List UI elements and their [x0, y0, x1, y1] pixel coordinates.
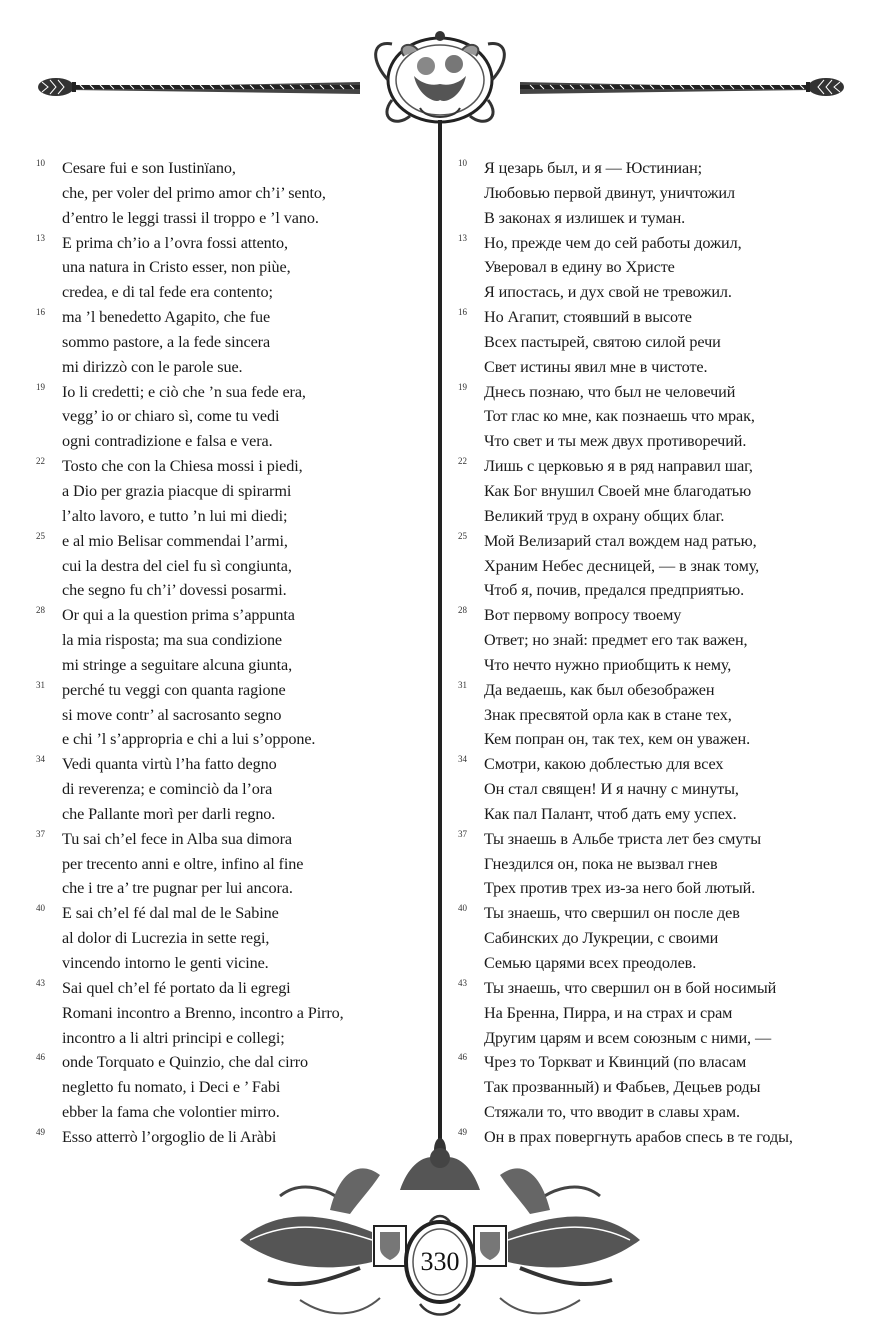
tercet [458, 976, 860, 1051]
verse-line: Что нечто нужно приобщить к нему, [484, 655, 732, 674]
verse-line: Я ипостась, и дух свой не тревожил. [484, 283, 732, 302]
italian-text-column [36, 156, 432, 1150]
tercet [458, 678, 860, 753]
tercet [36, 752, 432, 827]
verse-line: Стяжали то, что вводит в славы храм. [484, 1103, 740, 1122]
tercet [36, 603, 432, 678]
verse-line: Свет истины явил мне в чистоте. [484, 357, 708, 376]
verse-line: E prima ch’io a l’ovra fossi attento, [62, 233, 289, 252]
verse-line: cui la destra del ciel fu sì congiunta, [62, 556, 292, 575]
tercet [458, 231, 860, 306]
verse-line: vincendo intorno le genti vicine. [62, 954, 269, 972]
tercet [36, 901, 432, 976]
verse-line: Гнездился он, пока не вызвал гнев [484, 854, 718, 873]
tercet [458, 454, 860, 529]
tercet [458, 752, 860, 827]
tercet [36, 976, 432, 1051]
verse-line: al dolor di Lucrezia in sette regi, [62, 929, 270, 948]
verse-line: Как пал Палант, чтоб дать ему успех. [484, 804, 737, 823]
verse-line: Ты знаешь в Альбе триста лет без смуты [484, 829, 762, 848]
column-divider [434, 120, 446, 1162]
line-number: 16 [458, 307, 467, 318]
verse-line: Чтоб я, почив, предался предприятью. [484, 581, 745, 600]
tercet [36, 1050, 432, 1125]
verse-line: Как Бог внушил Своей мне благодатью [484, 481, 752, 500]
verse-line: Io li credetti; e ciò che ’n sua fede era, [62, 382, 306, 401]
verse-line: Он в прах повергнуть арабов спесь в те годы, [484, 1127, 793, 1146]
verse-line: si move contr’ al sacrosanto segno [62, 705, 282, 724]
verse-line: Esso atterrò l’orgoglio de li Aràbi [62, 1127, 277, 1146]
verse-line: Любовью первой двинут, уничтожил [484, 183, 735, 202]
tercet [36, 1125, 432, 1150]
verse-line: Знак пресвятой орла как в стане тех, [484, 705, 732, 724]
verse-line: Тот глас ко мне, как познаешь что мрак, [484, 407, 755, 426]
verse-line: sommo pastore, a la fede sincera [62, 332, 271, 351]
line-number: 13 [458, 232, 467, 243]
verse-line: Я цезарь был, и я — Юстиниан; [484, 159, 703, 177]
verse-line: Чрез то Торкват и Квинций (по власам [484, 1053, 747, 1072]
verse-line: vegg’ io or chiaro sì, come tu vedi [62, 407, 280, 426]
verse-line: che Pallante morì per darli regno. [62, 804, 276, 823]
line-number: 40 [458, 903, 467, 914]
line-number: 22 [458, 456, 467, 467]
verse-line: Что свет и ты меж двух противоречий. [484, 432, 747, 451]
line-number: 43 [458, 977, 467, 988]
tercet [36, 827, 432, 902]
verse-line: Смотри, какою доблестью для всех [484, 755, 724, 774]
tercet [36, 454, 432, 529]
cherub-medallion [376, 31, 505, 122]
verse-line: Sai quel ch’el fé portato da li egregi [62, 978, 291, 997]
line-number: 40 [36, 903, 45, 914]
tercet [458, 305, 860, 380]
verse-line: E sai ch’el fé dal mal de le Sabine [62, 904, 279, 923]
verse-line: Уверовал в едину во Христе [484, 258, 675, 277]
line-number: 16 [36, 307, 45, 318]
line-number: 13 [36, 232, 45, 243]
verse-line: una natura in Cristo esser, non piùe, [62, 258, 291, 277]
tercet [36, 231, 432, 306]
verse-line: di reverenza; e cominciò da l’ora [62, 780, 273, 799]
verse-line: d’entro le leggi trassi il troppo e ’l vano. [62, 208, 319, 227]
line-number: 22 [36, 456, 45, 467]
verse-line: incontro a li altri principi e collegi; [62, 1028, 285, 1047]
verse-line: Но Агапит, стоявший в высоте [484, 308, 692, 327]
line-number: 49 [458, 1126, 467, 1137]
verse-line: Tu sai ch’el fece in Alba sua dimora [62, 829, 293, 848]
tercet [36, 529, 432, 604]
line-number: 37 [458, 828, 467, 839]
line-number: 43 [36, 977, 45, 988]
tercet [458, 529, 860, 604]
verse-line: Да ведаешь, как был обезображен [484, 680, 715, 699]
verse-line: ebber la fama che volontier mirro. [62, 1103, 280, 1122]
verse-line: Or qui a la question prima s’appunta [62, 606, 295, 625]
verse-line: Сабинских до Лукреции, с своими [484, 929, 719, 948]
verse-line: che segno fu ch’i’ dovessi posarmi. [62, 581, 287, 600]
verse-line: Лишь с церковью я в ряд направил шаг, [484, 457, 753, 476]
line-number: 37 [36, 828, 45, 839]
verse-line: negletto fu nomato, i Deci e ’ Fabi [62, 1078, 281, 1097]
verse-line: Днесь познаю, что был не человечий [484, 382, 736, 401]
line-number: 19 [458, 381, 467, 392]
verse-line: e chi ’l s’appropria e chi a lui s’oppone. [62, 730, 316, 749]
verse-line: mi stringe a seguitare alcuna giunta, [62, 655, 293, 674]
verse-line: la mia risposta; ma sua condizione [62, 631, 283, 650]
verse-line: Мой Велизарий стал вождем над ратью, [484, 531, 757, 550]
verse-line: onde Torquato e Quinzio, che dal cirro [62, 1053, 309, 1072]
verse-line: Ты знаешь, что свершил он после дев [484, 904, 740, 923]
verse-line: Трех против трех из-за него бой лютый. [484, 879, 756, 898]
verse-line: mi dirizzò con le parole sue. [62, 357, 243, 376]
line-number: 19 [36, 381, 45, 392]
verse-line: Tosto che con la Chiesa mossi i piedi, [62, 457, 303, 476]
verse-line: ma ’l benedetto Agapito, che fue [62, 308, 271, 327]
verse-line: Кем попран он, так тех, кем он уважен. [484, 730, 751, 749]
tercet [36, 380, 432, 455]
verse-line: Cesare fui e son Iustinïano, [62, 159, 236, 177]
verse-line: Он стал священ! И я начну с минуты, [484, 780, 739, 799]
verse-line: per trecento anni e oltre, infino al fine [62, 854, 304, 873]
tercet [458, 1050, 860, 1125]
verse-line: credea, e di tal fede era contento; [62, 283, 273, 302]
verse-line: Храним Небес десницей, — в знак тому, [484, 556, 760, 575]
line-number: 34 [458, 754, 467, 765]
tercet [458, 380, 860, 455]
tercet [458, 1125, 860, 1150]
verse-line: e al mio Belisar commendai l’armi, [62, 531, 288, 550]
verse-line: Так прозванный) и Фабьев, Децьев роды [484, 1078, 761, 1097]
line-number: 28 [458, 605, 467, 616]
verse-line: На Бренна, Пирра, и на страх и срам [484, 1003, 733, 1022]
verse-line: che i tre a’ tre pugnar per lui ancora. [62, 879, 293, 898]
line-number: 34 [36, 754, 45, 765]
verse-line: Семью царями всех преодолев. [484, 954, 697, 972]
verse-line: ogni contradizione e falsa e vera. [62, 432, 273, 451]
tercet [458, 156, 860, 231]
line-number: 31 [36, 679, 45, 690]
verse-line: Ты знаешь, что свершил он в бой носимый [484, 978, 777, 997]
verse-line: Vedi quanta virtù l’ha fatto degno [62, 755, 277, 774]
verse-line: Но, прежде чем до сей работы дожил, [484, 233, 742, 252]
verse-line: che, per voler del primo amor ch’i’ sento, [62, 183, 326, 202]
line-number: 25 [458, 530, 467, 541]
russian-text-column [458, 156, 860, 1150]
verse-line: a Dio per grazia piacque di spirarmi [62, 481, 292, 500]
verse-line: Великий труд в охрану общих благ. [484, 506, 725, 525]
verse-line: Вот первому вопросу твоему [484, 606, 682, 625]
tercet [458, 827, 860, 902]
tercet [458, 603, 860, 678]
verse-line: perché tu veggi con quanta ragione [62, 680, 286, 699]
page-number: 330 [420, 1247, 460, 1276]
verse-line: Всех пастырей, святою силой речи [484, 332, 721, 351]
verse-line: l’alto lavoro, e tutto ’n lui mi diedi; [62, 506, 288, 525]
line-number: 31 [458, 679, 467, 690]
verse-line: Другим царям и всем союзным с ними, — [484, 1028, 772, 1047]
verse-line: Ответ; но знай: предмет его так важен, [484, 631, 748, 650]
line-number: 49 [36, 1126, 45, 1137]
verse-line: Romani incontro a Brenno, incontro a Pirro, [62, 1003, 344, 1022]
line-number: 10 [36, 158, 45, 168]
line-number: 46 [36, 1052, 45, 1063]
line-number: 10 [458, 158, 467, 168]
tercet [36, 305, 432, 380]
tercet [36, 678, 432, 753]
line-number: 28 [36, 605, 45, 616]
line-number: 46 [458, 1052, 467, 1063]
line-number: 25 [36, 530, 45, 541]
tercet [458, 901, 860, 976]
verse-line: В законах я излишек и туман. [484, 208, 686, 227]
tercet [36, 156, 432, 231]
